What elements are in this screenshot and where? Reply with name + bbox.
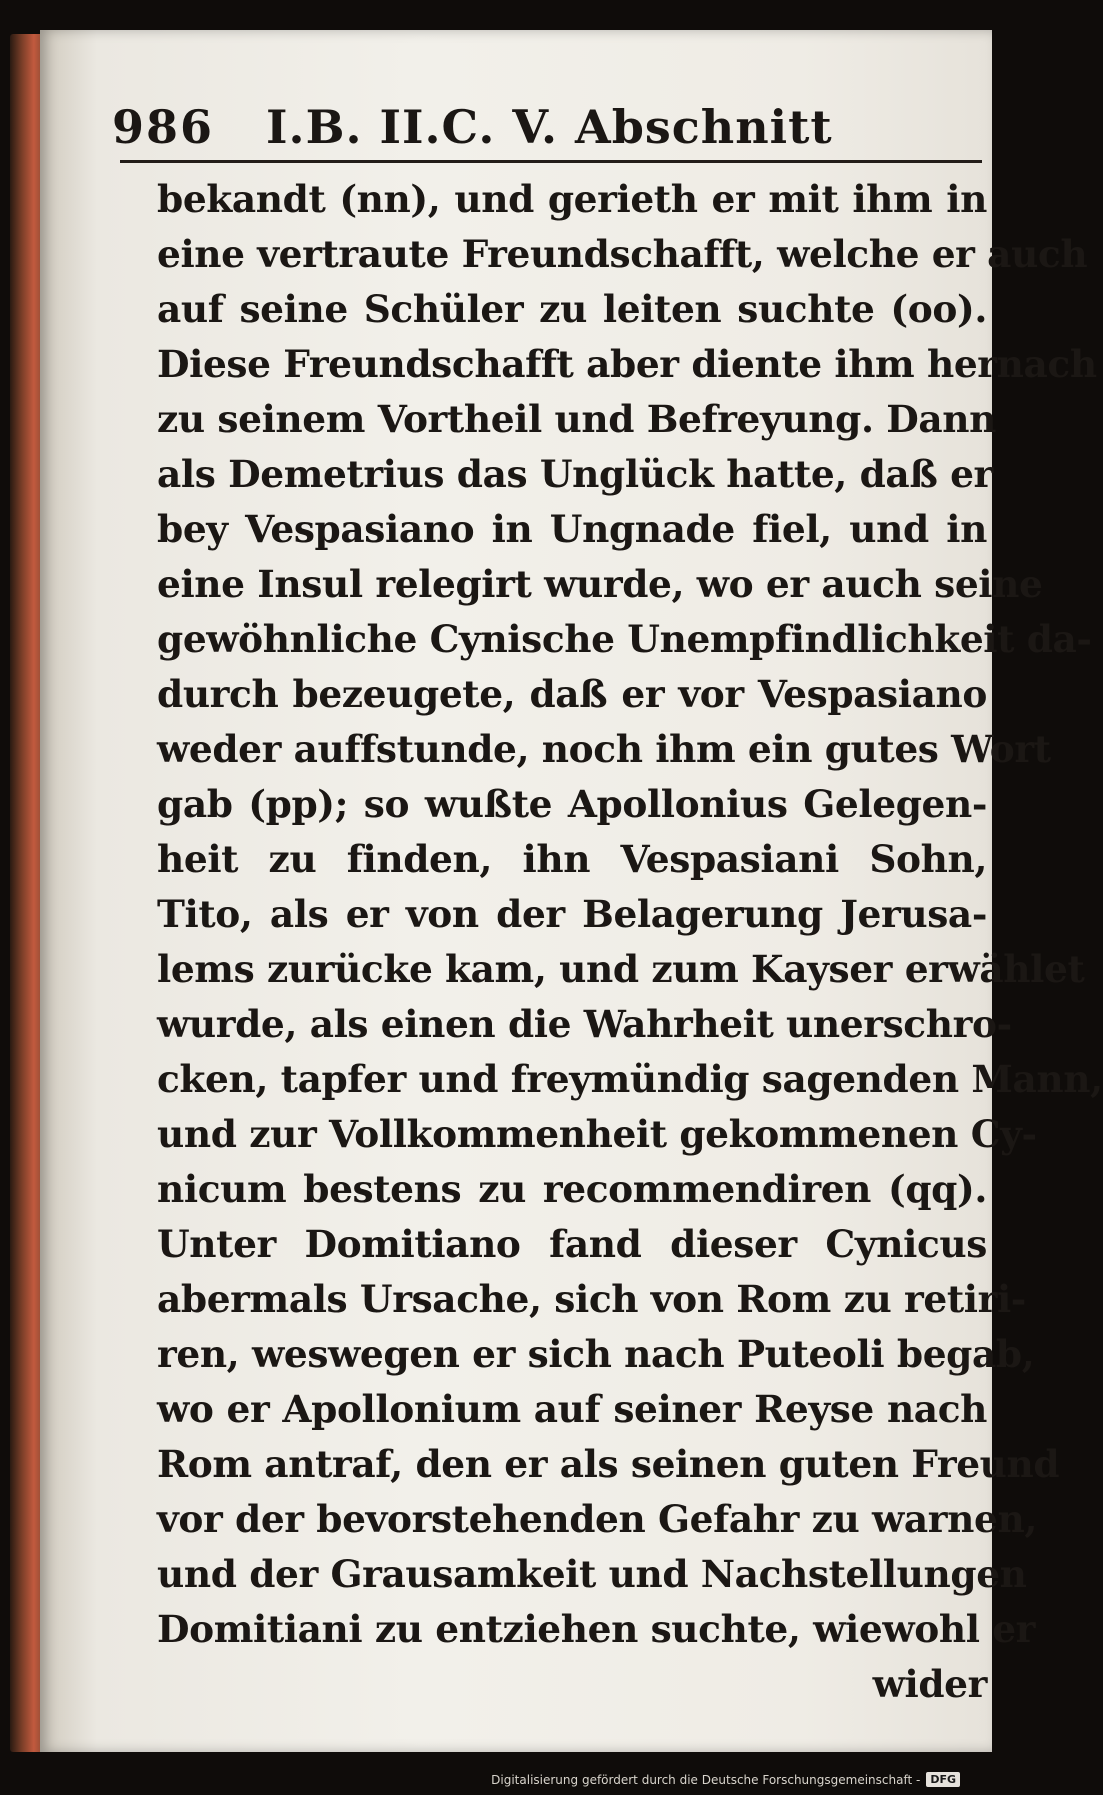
header-rule xyxy=(120,160,982,163)
text-line: bekandt (nn), und gerieth er mit ihm in xyxy=(157,177,987,221)
text-line: cken, tapfer und freymündig sagenden Mann, xyxy=(157,1057,1103,1101)
text-line: Domitiani zu entziehen suchte, wiewohl er xyxy=(157,1607,1036,1651)
text-line: gewöhnliche Cynische Unempfindlichkeit da- xyxy=(157,617,1092,661)
text-line: heit zu finden, ihn Vespasiani Sohn, xyxy=(157,837,987,881)
text-line: zu seinem Vortheil und Befreyung. Dann xyxy=(157,397,997,441)
dfg-logo: DFG xyxy=(926,1772,960,1787)
text-line: vor der bevorstehenden Gefahr zu warnen, xyxy=(157,1497,1038,1541)
text-line: bey Vespasiano in Ungnade fiel, und in xyxy=(157,507,987,551)
text-line: als Demetrius das Unglück hatte, daß er xyxy=(157,452,993,496)
text-line: Unter Domitiano fand dieser Cynicus xyxy=(157,1222,987,1266)
text-line: lems zurücke kam, und zum Kayser erwählet xyxy=(157,947,1085,991)
text-line: Diese Freundschafft aber diente ihm hernach xyxy=(157,342,1097,386)
text-line: eine vertraute Freundschafft, welche er auch xyxy=(157,232,1088,276)
text-line: durch bezeugete, daß er vor Vespasiano xyxy=(157,672,987,716)
text-line: Rom antraf, den er als seinen guten Freund xyxy=(157,1442,1060,1486)
text-line: abermals Ursache, sich von Rom zu retiri- xyxy=(157,1277,1026,1321)
text-line: nicum bestens zu recommendiren (qq). xyxy=(157,1167,987,1211)
text-line: auf seine Schüler zu leiten suchte (oo). xyxy=(157,287,987,331)
text-line: eine Insul relegirt wurde, wo er auch seine xyxy=(157,562,1043,606)
digitization-credit xyxy=(491,1772,960,1787)
text-line: Tito, als er von der Belagerung Jerusa- xyxy=(157,892,987,936)
body-text xyxy=(157,172,1103,1712)
credit-text: Digitalisierung gefördert durch die Deutsche Forschungsgemeinschaft - xyxy=(491,1772,921,1787)
text-line: wurde, als einen die Wahrheit unerschro- xyxy=(157,1002,1012,1046)
book-edge xyxy=(10,34,44,1752)
text-line: wo er Apollonium auf seiner Reyse nach xyxy=(157,1387,987,1431)
catchword: wider xyxy=(872,1662,987,1706)
text-line: gab (pp); so wußte Apollonius Gelegen- xyxy=(157,782,987,826)
page-number: 986 xyxy=(112,100,215,154)
text-line: ren, weswegen er sich nach Puteoli begab, xyxy=(157,1332,1035,1376)
text-line: weder auffstunde, noch ihm ein gutes Wort xyxy=(157,727,1051,771)
running-title: I.B. II.C. V. Abschnitt xyxy=(266,100,833,154)
text-line: und der Grausamkeit und Nachstellungen xyxy=(157,1552,1027,1596)
text-line: und zur Vollkommenheit gekommenen Cy- xyxy=(157,1112,1037,1156)
page-header xyxy=(112,88,982,154)
